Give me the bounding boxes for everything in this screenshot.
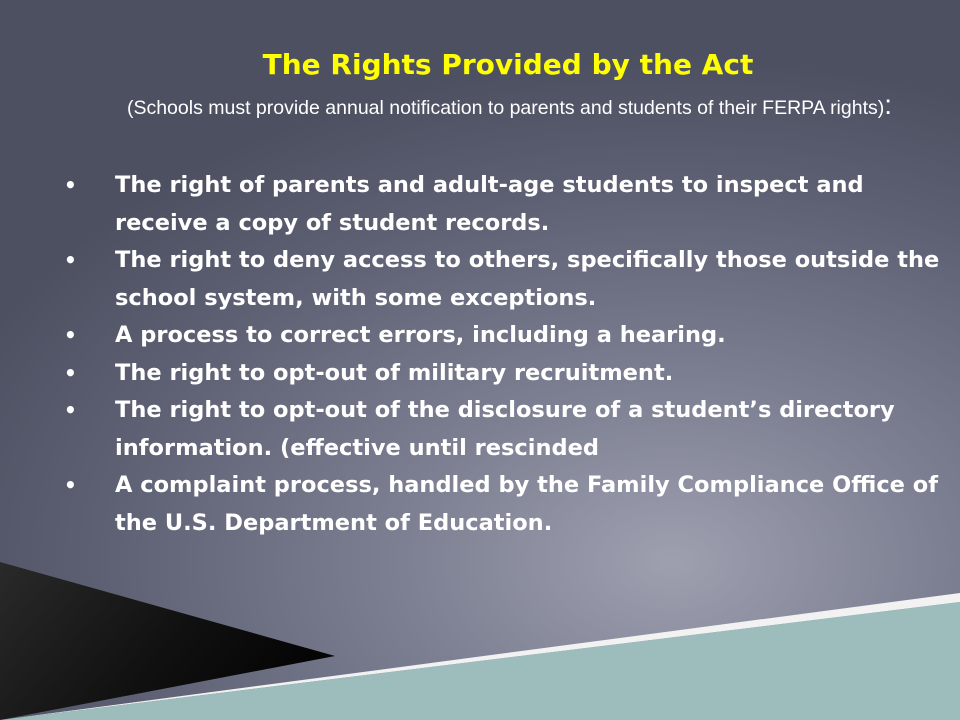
bullet-text: The right to opt-out of military recruitment.: [115, 359, 674, 386]
bullet-text: A process to correct errors, including a hearing.: [115, 322, 726, 348]
bullet-item: [0, 392, 960, 467]
bullet-dot-icon: •: [64, 360, 77, 385]
bullet-text: A complaint process, handled by the Family Compliance Office of the U.S. Department of Education.: [115, 472, 939, 536]
bullet-dot-icon: •: [64, 248, 77, 272]
slide-title: The Rights Provided by the Act: [262, 48, 754, 81]
bullet-dot-icon: •: [64, 473, 77, 497]
slide-subtitle: [62, 84, 957, 129]
bullet-text: The right to deny access to others, specifically those outside the school system, with some exceptions.: [115, 247, 940, 311]
bullet-item: [0, 242, 960, 317]
bullet-item: [0, 167, 960, 242]
bullet-dot-icon: •: [64, 323, 77, 347]
subtitle-text: (Schools must provide annual notification to parents and students of their FERPA rights): [126, 97, 885, 119]
bullet-item: [0, 467, 960, 542]
bullet-item: [0, 317, 960, 355]
bullet-dot-icon: •: [64, 398, 77, 422]
bullet-item: [0, 355, 960, 393]
bullet-text: The right to opt-out of the disclosure of a student’s directory information. (effective until rescinded: [115, 397, 895, 461]
bullet-text: The right of parents and adult-age students to inspect and receive a copy of student records.: [115, 172, 864, 236]
subtitle-colon: :: [884, 89, 893, 120]
bullet-dot-icon: •: [64, 173, 77, 197]
rights-bullet-list: [0, 167, 960, 542]
